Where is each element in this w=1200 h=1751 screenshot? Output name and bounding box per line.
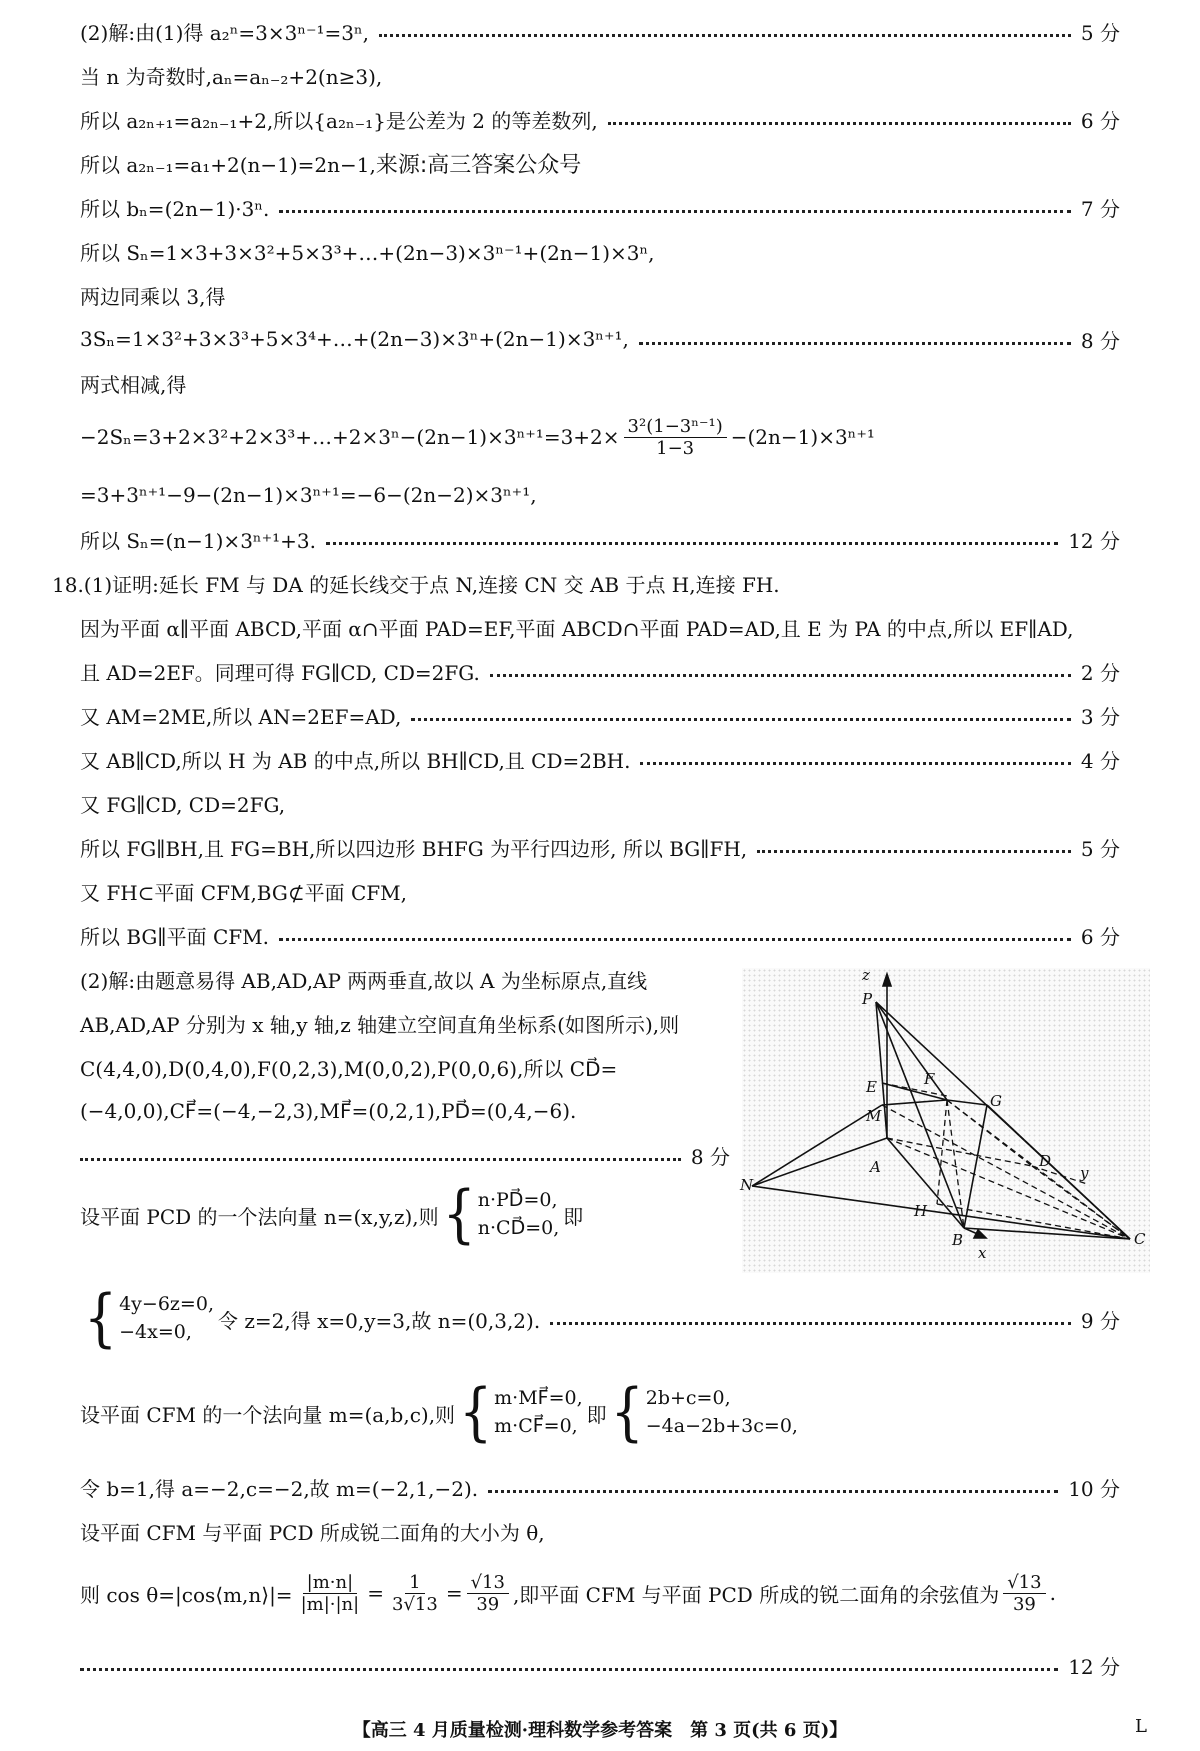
solution-line: 所以 a₂ₙ₊₁=a₂ₙ₋₁+2,所以{a₂ₙ₋₁}是公差为 2 的等差数列, 6 分 (80, 102, 1120, 136)
fraction: $\frac{\text{3²(1−3ⁿ⁻¹)}}{1-3}$ (624, 416, 727, 459)
solution-line (80, 1138, 730, 1172)
solution-line (80, 1648, 1120, 1682)
solution-line: 两式相减,得 (80, 372, 187, 397)
solution-line: 当 n 为奇数时,aₙ=aₙ₋₂+2(n≥3), (80, 64, 383, 89)
score-mark: 6 分 (1080, 108, 1120, 133)
solution-line: (2)解:由题意易得 AB,AD,AP 两两垂直,故以 A 为坐标原点,直线 (80, 968, 648, 993)
score-mark: 6 分 (1080, 924, 1120, 949)
point-label-m: M (866, 1107, 882, 1125)
score-mark: 10 分 (1068, 1476, 1120, 1501)
solution-line: 因为平面 α∥平面 ABCD,平面 α∩平面 PAD=EF,平面 ABCD∩平面 PAD=AD,且 E 为 PA 的中点,所以 EF∥AD, (80, 616, 1074, 641)
score-mark: 7 分 (1080, 196, 1120, 221)
solution-line: 所以 Sₙ=1×3+3×3²+5×3³+…+(2n−3)×3ⁿ⁻¹+(2n−1)×3ⁿ, (80, 240, 655, 265)
solution-line: 3Sₙ=1×3²+3×3³+5×3⁴+…+(2n−3)×3ⁿ+(2n−1)×3ⁿ⁺¹, 8 分 (80, 322, 1120, 356)
point-label-h: H (914, 1202, 928, 1220)
solution-line: 又 AB∥CD,所以 H 为 AB 的中点,所以 BH∥CD,且 CD=2BH. 4 分 (80, 742, 1120, 776)
solution-line: AB,AD,AP 分别为 x 轴,y 轴,z 轴建立空间直角坐标系(如图所示),则 (80, 1012, 680, 1037)
solution-line-system: 设平面 PCD 的一个法向量 n=(x,y,z),则 { n·PD⃗=0, n·CD⃗=0, 即 (80, 1179, 584, 1251)
point-label-d: D (1039, 1152, 1052, 1170)
point-label-f: F (924, 1070, 935, 1088)
score-mark: 5 分 (1080, 836, 1120, 861)
equation-system: { 4y−6z=0, −4x=0, (84, 1283, 214, 1355)
solution-line: 令 b=1,得 a=−2,c=−2,故 m=(−2,1,−2). 10 分 (80, 1470, 1120, 1504)
score-mark: 9 分 (1080, 1308, 1120, 1333)
solution-line: 又 FH⊂平面 CFM,BG⊄平面 CFM, (80, 880, 407, 905)
footer-title: 【高三 4 月质量检测·理科数学参考答案 第 3 页(共 6 页)】 (352, 1720, 848, 1741)
solution-line: 所以 bₙ=(2n−1)·3ⁿ. 7 分 (80, 190, 1120, 224)
footer-mark: L (1135, 1716, 1147, 1737)
point-label-n: N (740, 1176, 754, 1194)
solution-line: (2)解:由(1)得 a₂ⁿ=3×3ⁿ⁻¹=3ⁿ, 5 分 (80, 14, 1120, 48)
solution-line-system: { 4y−6z=0, −4x=0, 令 z=2,得 x=0,y=3,故 n=(0,3,2). 9 分 (84, 1283, 1120, 1355)
page-footer (0, 1716, 1200, 1746)
solution-line-fraction: −2Sₙ=3+2×3²+2×3³+…+2×3ⁿ−(2n−1)×3ⁿ⁺¹=3+2× $\frac{\text{3²(1−3ⁿ⁻¹)}}{1-3}$ −(2n−1)×3ⁿ⁺¹ (80, 415, 875, 459)
point-label-e: E (866, 1078, 877, 1096)
point-label-g: G (990, 1092, 1002, 1110)
axis-label-x: x (978, 1244, 987, 1262)
solution-line: 又 AM=2ME,所以 AN=2EF=AD, 3 分 (80, 698, 1120, 732)
geometry-figure (742, 968, 1150, 1273)
fraction: $\frac{√13}{39}$ (1003, 1572, 1045, 1615)
solution-line: 所以 a₂ₙ₋₁=a₁+2(n−1)=2n−1, 来源:高三答案公众号 (80, 146, 1120, 180)
equation-system: { m·MF⃗=0, m·CF⃗=0, (459, 1377, 583, 1449)
score-mark: 4 分 (1080, 748, 1120, 773)
solution-line: 所以 Sₙ=(n−1)×3ⁿ⁺¹+3. 12 分 (80, 522, 1120, 556)
solution-line: 又 FG∥CD, CD=2FG, (80, 792, 286, 817)
point-label-c: C (1134, 1230, 1146, 1248)
solution-line: 所以 BG∥平面 CFM. 6 分 (80, 918, 1120, 952)
score-mark: 8 分 (690, 1144, 730, 1169)
score-mark: 12 分 (1068, 1654, 1120, 1679)
equation-system: { 2b+c=0, −4a−2b+3c=0, (610, 1377, 798, 1449)
point-label-p: P (862, 990, 873, 1008)
fraction: $\frac{1}{3√13}$ (391, 1571, 438, 1615)
score-mark: 3 分 (1080, 704, 1120, 729)
solution-line-system: 设平面 CFM 的一个法向量 m=(a,b,c),则 { m·MF⃗=0, m·CF⃗=0, 即 { 2b+c=0, −4a−2b+3c=0, (80, 1377, 798, 1449)
solution-line: 所以 FG∥BH,且 FG=BH,所以四边形 BHFG 为平行四边形, 所以 BG∥FH, 5 分 (80, 830, 1120, 864)
point-label-b: B (952, 1231, 964, 1249)
source-note: 来源:高三答案公众号 (375, 152, 582, 178)
pyramid-diagram (742, 968, 1150, 1273)
score-mark: 5 分 (1080, 20, 1120, 45)
fraction: $\frac{√13}{39}$ (467, 1572, 509, 1615)
solution-line: 18.(1)证明:延长 FM 与 DA 的延长线交于点 N,连接 CN 交 AB 于点 H,连接 FH. (52, 572, 780, 597)
solution-line: 设平面 CFM 与平面 PCD 所成锐二面角的大小为 θ, (80, 1520, 545, 1545)
score-mark: 8 分 (1080, 328, 1120, 353)
solution-line: 两边同乘以 3,得 (80, 284, 226, 309)
point-label-a: A (870, 1158, 881, 1176)
solution-line: =3+3ⁿ⁺¹−9−(2n−1)×3ⁿ⁺¹=−6−(2n−2)×3ⁿ⁺¹, (80, 483, 537, 507)
solution-line-fraction: 则 cos θ=|cos⟨m,n⟩|= $\frac{|m\cdot n|}{|m|\cdot|n|}$ = $\frac{1}{3√13}$ = $\frac{√13}{39}$ ,即平面 CFM 与平面 PCD 所成的锐二面角的余弦值为 $\frac{√13}{39}$ . (80, 1571, 1056, 1615)
score-mark: 2 分 (1080, 660, 1120, 685)
axis-label-z: z (862, 966, 870, 984)
fraction: $\frac{|m\cdot n|}{|m|\cdot|n|}$ (300, 1571, 360, 1615)
axis-label-y: y (1080, 1164, 1089, 1182)
solution-line: C(4,4,0),D(0,4,0),F(0,2,3),M(0,0,2),P(0,0,6),所以 CD⃗= (80, 1056, 618, 1081)
solution-line: (−4,0,0),CF⃗=(−4,−2,3),MF⃗=(0,2,1),PD⃗=(0,4,−6). (80, 1099, 577, 1123)
equation-system: { n·PD⃗=0, n·CD⃗=0, (442, 1179, 560, 1251)
solution-line: 且 AD=2EF。同理可得 FG∥CD, CD=2FG. 2 分 (80, 654, 1120, 688)
score-mark: 12 分 (1068, 528, 1120, 553)
